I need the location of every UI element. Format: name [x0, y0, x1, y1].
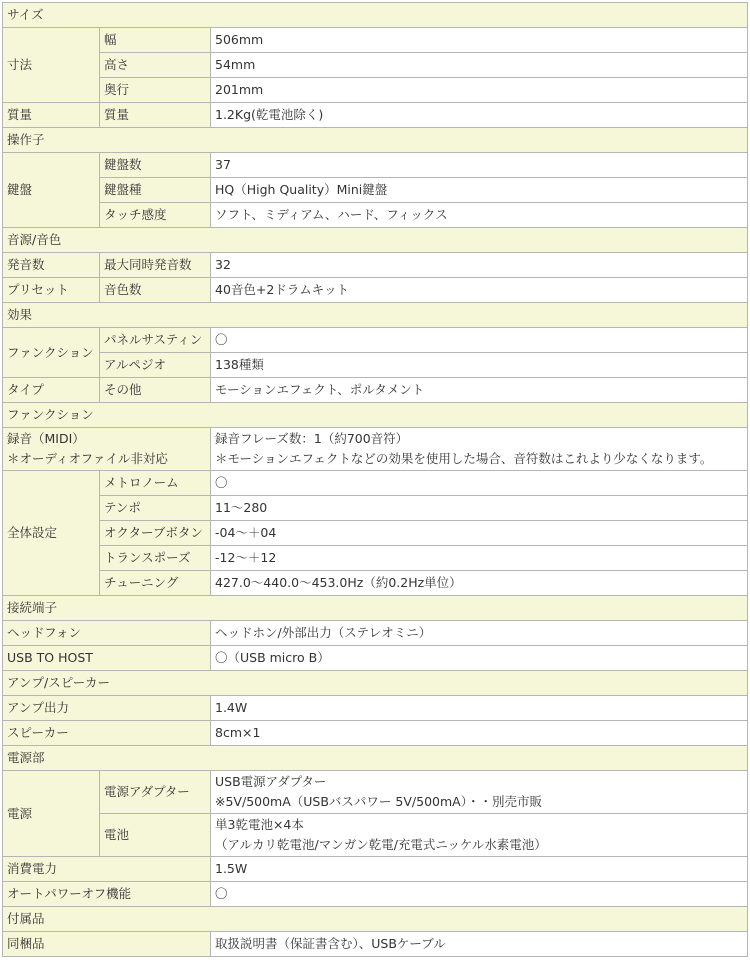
spec-row-mass [3, 103, 748, 128]
spec-row-speaker [3, 721, 748, 746]
spec-row-transpose [3, 546, 748, 571]
value-power-adapter-line2: ※5V/500mA（USBバスパワー 5V/500mA）・・別売市販 [215, 794, 542, 809]
value-tempo: 11～280 [211, 496, 748, 521]
label-recording-line1: 録音（MIDI） [7, 431, 85, 446]
spec-row-battery [3, 814, 748, 857]
label-octave-button: オクターブボタン [100, 521, 211, 546]
value-power-adapter [211, 771, 748, 814]
section-header-amp: アンプ/スピーカー [3, 671, 748, 696]
value-power-consumption: 1.5W [211, 857, 748, 882]
label-height: 高さ [100, 53, 211, 78]
value-amp-output: 1.4W [211, 696, 748, 721]
label-effects-function: ファンクション [3, 328, 100, 378]
spec-table [2, 2, 748, 957]
label-included: 同梱品 [3, 932, 211, 957]
section-row-controls [3, 128, 748, 153]
spec-row-keys [3, 153, 748, 178]
label-key-type: 鍵盤種 [100, 178, 211, 203]
section-header-controls: 操作子 [3, 128, 748, 153]
value-polyphony: 32 [211, 253, 748, 278]
label-mass: 質量 [3, 103, 100, 128]
section-header-accessories: 付属品 [3, 907, 748, 932]
label-headphone: ヘッドフォン [3, 621, 211, 646]
value-key-type: HQ（High Quality）Mini鍵盤 [211, 178, 748, 203]
label-width: 幅 [100, 28, 211, 53]
value-power-adapter-line1: USB電源アダプター [215, 774, 327, 789]
spec-row-headphone [3, 621, 748, 646]
label-battery: 電池 [100, 814, 211, 857]
value-battery-line2: （アルカリ乾電池/マンガン乾電/充電式ニッケル水素電池） [215, 837, 547, 852]
label-preset: プリセット [3, 278, 100, 303]
spec-row-depth [3, 78, 748, 103]
label-tuning: チューニング [100, 571, 211, 596]
label-amp-output: アンプ出力 [3, 696, 211, 721]
section-row-power [3, 746, 748, 771]
label-power-adapter: 電源アダプター [100, 771, 211, 814]
label-global-settings: 全体設定 [3, 471, 100, 596]
spec-row-tempo [3, 496, 748, 521]
label-recording [3, 428, 211, 471]
spec-row-octave [3, 521, 748, 546]
spec-row-sustain [3, 328, 748, 353]
section-header-power: 電源部 [3, 746, 748, 771]
section-row-amp [3, 671, 748, 696]
spec-row-width [3, 28, 748, 53]
label-tempo: テンポ [100, 496, 211, 521]
label-speaker: スピーカー [3, 721, 211, 746]
section-row-effects [3, 303, 748, 328]
label-mass-sub: 質量 [100, 103, 211, 128]
label-power-source: 電源 [3, 771, 100, 857]
value-keys: 37 [211, 153, 748, 178]
label-transpose: トランスポーズ [100, 546, 211, 571]
value-tuning: 427.0～440.0～453.0Hz（約0.2Hz単位） [211, 571, 748, 596]
label-panel-sustain: パネルサスティン [100, 328, 211, 353]
label-polyphony: 発音数 [3, 253, 100, 278]
value-usb-to-host: 〇（USB micro B） [211, 646, 748, 671]
label-dimensions: 寸法 [3, 28, 100, 103]
value-arpeggio: 138種類 [211, 353, 748, 378]
spec-row-recording [3, 428, 748, 471]
spec-row-auto-off [3, 882, 748, 907]
value-speaker: 8cm×1 [211, 721, 748, 746]
value-transpose: -12～＋12 [211, 546, 748, 571]
label-voices: 音色数 [100, 278, 211, 303]
label-recording-line2: ＊オーディオファイル非対応 [7, 451, 168, 466]
section-row-sound [3, 228, 748, 253]
spec-row-usb [3, 646, 748, 671]
value-recording-line2: ＊モーションエフェクトなどの効果を使用した場合、音符数はこれより少なくなります。 [215, 451, 713, 466]
section-header-connectors: 接続端子 [3, 596, 748, 621]
value-headphone: ヘッドホン/外部出力（ステレオミニ） [211, 621, 748, 646]
label-usb-to-host: USB TO HOST [3, 646, 211, 671]
spec-row-key-type [3, 178, 748, 203]
value-panel-sustain: 〇 [211, 328, 748, 353]
section-header-function: ファンクション [3, 403, 748, 428]
spec-row-arpeggio [3, 353, 748, 378]
label-keys: 鍵盤数 [100, 153, 211, 178]
label-other: その他 [100, 378, 211, 403]
spec-row-consumption [3, 857, 748, 882]
section-row-size [3, 3, 748, 28]
section-header-size: サイズ [3, 3, 748, 28]
label-auto-power-off: オートパワーオフ機能 [3, 882, 211, 907]
section-header-effects: 効果 [3, 303, 748, 328]
spec-row-touch [3, 203, 748, 228]
value-touch: ソフト、ミディアム、ハード、フィックス [211, 203, 748, 228]
label-metronome: メトロノーム [100, 471, 211, 496]
label-effect-type: タイプ [3, 378, 100, 403]
spec-row-metronome [3, 471, 748, 496]
section-header-sound: 音源/音色 [3, 228, 748, 253]
section-row-connectors [3, 596, 748, 621]
spec-row-height [3, 53, 748, 78]
label-depth: 奥行 [100, 78, 211, 103]
value-height: 54mm [211, 53, 748, 78]
label-arpeggio: アルペジオ [100, 353, 211, 378]
label-max-polyphony: 最大同時発音数 [100, 253, 211, 278]
section-row-function [3, 403, 748, 428]
value-width: 506mm [211, 28, 748, 53]
label-touch: タッチ感度 [100, 203, 211, 228]
spec-row-effect-type [3, 378, 748, 403]
value-recording [211, 428, 748, 471]
label-keyboard: 鍵盤 [3, 153, 100, 228]
spec-row-adapter [3, 771, 748, 814]
value-auto-power-off: 〇 [211, 882, 748, 907]
value-other: モーションエフェクト、ポルタメント [211, 378, 748, 403]
value-depth: 201mm [211, 78, 748, 103]
label-power-consumption: 消費電力 [3, 857, 211, 882]
value-recording-line1: 録音フレーズ数：1（約700音符） [215, 431, 409, 446]
section-row-accessories [3, 907, 748, 932]
spec-row-included [3, 932, 748, 957]
value-mass: 1.2Kg(乾電池除く) [211, 103, 748, 128]
spec-row-preset [3, 278, 748, 303]
value-voices: 40音色+2ドラムキット [211, 278, 748, 303]
spec-row-amp-output [3, 696, 748, 721]
value-metronome: 〇 [211, 471, 748, 496]
value-included: 取扱説明書（保証書含む）、USBケーブル [211, 932, 748, 957]
value-battery [211, 814, 748, 857]
value-octave-button: -04～＋04 [211, 521, 748, 546]
spec-row-tuning [3, 571, 748, 596]
spec-row-polyphony [3, 253, 748, 278]
value-battery-line1: 単3乾電池×4本 [215, 817, 304, 832]
